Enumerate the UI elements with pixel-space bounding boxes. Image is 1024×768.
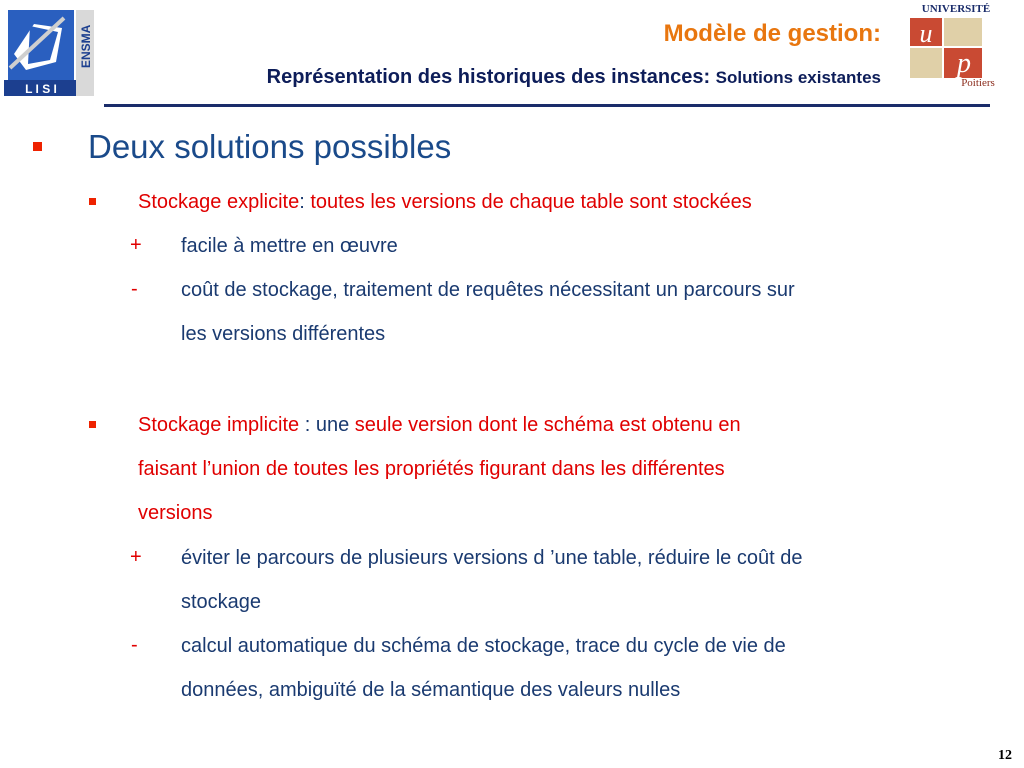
lisi-text: L I S I <box>25 82 57 96</box>
lisi-ensma-logo <box>4 8 96 98</box>
implicit-line2: faisant l’union de toutes les propriétés figurant dans les différentes <box>138 458 725 480</box>
explicit-pro: facile à mettre en œuvre <box>181 235 398 257</box>
minus-mark: - <box>131 634 138 656</box>
slide-subtitle <box>267 66 881 89</box>
explicit-text: toutes les versions de chaque table sont stockées <box>304 191 752 213</box>
universite-text: UNIVERSITÉ <box>921 3 991 15</box>
poitiers-text: Poitiers <box>961 77 995 89</box>
implicit-pro-line1: éviter le parcours de plusieurs versions d ’une table, réduire le coût de <box>181 547 803 569</box>
page-number: 12 <box>998 748 1012 763</box>
explicit-item <box>138 180 752 224</box>
bullet-square <box>89 198 96 205</box>
implicit-sep: : une <box>299 414 355 436</box>
logo-letter-u: u <box>919 19 933 48</box>
header-rule <box>104 104 990 107</box>
minus-mark: - <box>131 278 138 300</box>
ensma-text: ENSMA <box>79 24 93 68</box>
plus-mark: + <box>130 546 142 568</box>
explicit-label: Stockage explicite <box>138 191 300 213</box>
slide-title: Modèle de gestion: <box>663 20 881 47</box>
subtitle-small: Solutions existantes <box>715 68 881 87</box>
main-heading: Deux solutions possibles <box>88 128 452 165</box>
implicit-pro-line2: stockage <box>181 591 262 613</box>
implicit-item-line1 <box>138 403 741 447</box>
universite-poitiers-logo <box>904 0 1010 92</box>
plus-mark: + <box>130 234 142 256</box>
explicit-sep: : <box>299 191 305 213</box>
logo-letter-p: p <box>957 48 971 79</box>
implicit-con-line2: données, ambiguïté de la sémantique des valeurs nulles <box>181 679 681 701</box>
implicit-line1-rest: seule version dont le schéma est obtenu en <box>354 414 741 436</box>
explicit-con-line2: les versions différentes <box>181 323 386 345</box>
subtitle-main: Représentation des historiques des instances: <box>266 66 711 88</box>
bullet-square <box>89 421 96 428</box>
explicit-con-line1: coût de stockage, traitement de requêtes nécessitant un parcours sur <box>181 279 795 301</box>
implicit-con-line1: calcul automatique du schéma de stockage, trace du cycle de vie de <box>181 635 786 657</box>
bullet-square <box>33 142 42 151</box>
implicit-line3: versions <box>138 502 213 524</box>
implicit-label: Stockage implicite <box>138 414 300 436</box>
